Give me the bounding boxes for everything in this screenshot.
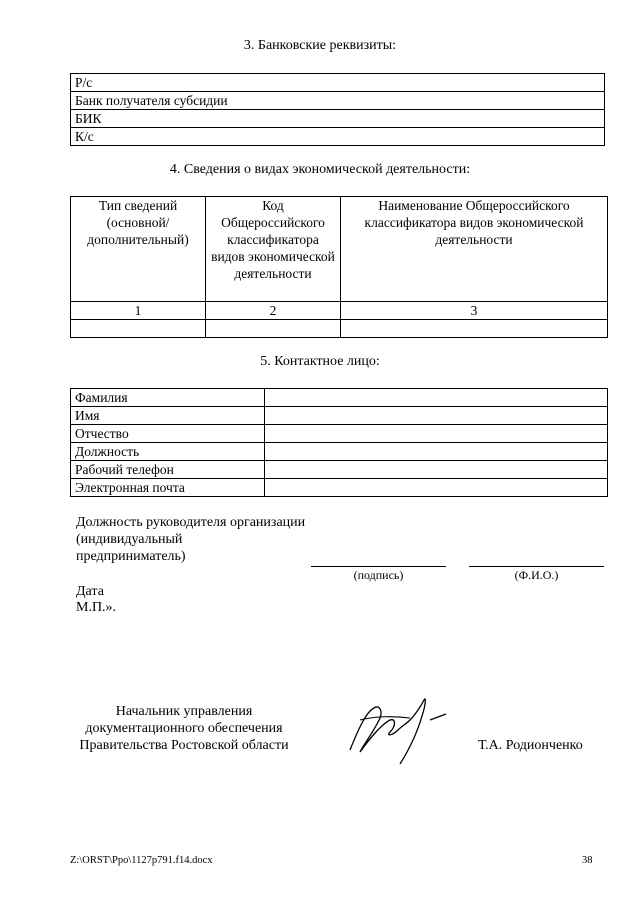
head-position-line3: предприниматель) xyxy=(76,549,186,564)
approver-title-line1: Начальник управления xyxy=(115,704,253,719)
column-number: 1 xyxy=(71,302,206,320)
signature-caption: (подпись) xyxy=(353,568,404,582)
bank-row-bank-name: Банк получателя субсидии xyxy=(71,92,605,110)
section5-title: 5. Контактное лицо: xyxy=(260,354,380,369)
table-header-row xyxy=(71,197,608,302)
table-row xyxy=(71,479,608,497)
contact-label-position: Должность xyxy=(71,443,265,461)
empty-cell xyxy=(206,320,341,338)
header-okved-code: Код Общероссийского классификатора видов экономической деятельности xyxy=(206,197,341,302)
table-row xyxy=(71,110,605,128)
signer-name: Т.А. Родионченко xyxy=(478,738,583,753)
table-row xyxy=(71,302,608,320)
footer-file-path: Z:\ORST\Ppo\1127p791.f14.docx xyxy=(70,855,213,866)
table-row xyxy=(71,461,608,479)
head-position-line2: (индивидуальный xyxy=(76,532,183,547)
empty-cell xyxy=(265,407,608,425)
name-caption: (Ф.И.О.) xyxy=(514,568,559,582)
bank-row-bik: БИК xyxy=(71,110,605,128)
table-row xyxy=(71,389,608,407)
economic-activity-table xyxy=(70,196,608,338)
page-number: 38 xyxy=(582,855,593,866)
bank-row-account: Р/с xyxy=(71,74,605,92)
empty-cell xyxy=(341,320,608,338)
table-row xyxy=(71,92,605,110)
contact-label-name: Имя xyxy=(71,407,265,425)
section3-title: 3. Банковские реквизиты: xyxy=(243,38,397,53)
approver-title-line3: Правительства Ростовской области xyxy=(79,738,289,753)
empty-cell xyxy=(265,479,608,497)
section4-title: 4. Сведения о видах экономической деятельности: xyxy=(169,162,471,177)
name-line xyxy=(469,566,604,567)
contact-label-surname: Фамилия xyxy=(71,389,265,407)
table-row xyxy=(71,443,608,461)
handwritten-signature xyxy=(340,690,460,770)
stamp-label: М.П.». xyxy=(76,600,117,615)
empty-cell xyxy=(265,425,608,443)
bank-row-corr-account: К/с xyxy=(71,128,605,146)
empty-cell xyxy=(71,320,206,338)
signature-line xyxy=(311,566,446,567)
empty-cell xyxy=(265,389,608,407)
bank-details-table xyxy=(70,73,605,146)
contact-person-table xyxy=(70,388,608,497)
column-number: 3 xyxy=(341,302,608,320)
column-number: 2 xyxy=(206,302,341,320)
table-row xyxy=(71,425,608,443)
contact-label-phone: Рабочий телефон xyxy=(71,461,265,479)
table-row xyxy=(71,407,608,425)
head-position-line1: Должность руководителя организации xyxy=(76,515,306,530)
table-row xyxy=(71,320,608,338)
empty-cell xyxy=(265,443,608,461)
contact-label-patronymic: Отчество xyxy=(71,425,265,443)
header-okved-name: Наименование Общероссийского классификатора видов экономической деятельности xyxy=(341,197,608,302)
empty-cell xyxy=(265,461,608,479)
header-info-type: Тип сведений (основной/ дополнительный) xyxy=(71,197,206,302)
approver-title-line2: документационного обеспечения xyxy=(85,721,283,736)
date-label: Дата xyxy=(76,584,104,599)
table-row xyxy=(71,74,605,92)
table-row xyxy=(71,128,605,146)
contact-label-email: Электронная почта xyxy=(71,479,265,497)
